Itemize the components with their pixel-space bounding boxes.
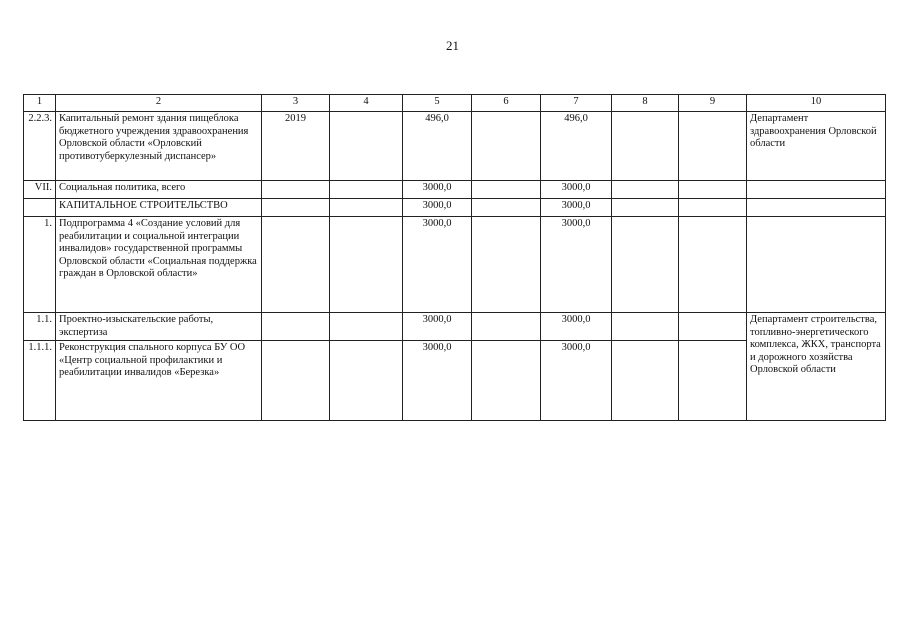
row-col7: 496,0 [541,112,612,181]
row-col8 [612,313,679,341]
row-year [262,217,330,313]
row-col8 [612,341,679,421]
header-cell: 7 [541,95,612,112]
row-year [262,181,330,199]
header-cell: 5 [403,95,472,112]
row-col4 [330,217,403,313]
table-row [24,181,886,199]
header-cell: 3 [262,95,330,112]
row-col5: 496,0 [403,112,472,181]
row-department: Департамент здравоохранения Орловской области [747,112,886,181]
header-cell: 8 [612,95,679,112]
row-year [262,199,330,217]
table-row [24,313,886,341]
row-year: 2019 [262,112,330,181]
row-name: Подпрограмма 4 «Создание условий для реабилитации и социальной интеграции инвалидов» государственной программы Орловской области «Социальная поддержка граждан в Орловской области» [56,217,262,313]
header-cell: 6 [472,95,541,112]
row-code: VII. [24,181,56,199]
row-col7: 3000,0 [541,341,612,421]
table-row [24,199,886,217]
row-col4 [330,199,403,217]
row-col8 [612,199,679,217]
row-col7: 3000,0 [541,199,612,217]
header-cell: 10 [747,95,886,112]
header-cell: 2 [56,95,262,112]
header-cell: 1 [24,95,56,112]
row-col6 [472,199,541,217]
row-col7: 3000,0 [541,217,612,313]
row-col5: 3000,0 [403,181,472,199]
row-name: Проектно-изыскательские работы, экспертиза [56,313,262,341]
row-department [747,181,886,199]
page-number: 21 [446,38,459,53]
row-col6 [472,217,541,313]
row-col5: 3000,0 [403,199,472,217]
row-col9 [679,112,747,181]
row-name: Социальная политика, всего [56,181,262,199]
row-col9 [679,341,747,421]
row-year [262,313,330,341]
row-col6 [472,112,541,181]
row-col7: 3000,0 [541,313,612,341]
row-col6 [472,341,541,421]
row-col8 [612,112,679,181]
row-code: 1.1. [24,313,56,341]
row-code [24,199,56,217]
table-row [24,217,886,313]
row-department-merged: Департамент строительства, топливно-энергетического комплекса, ЖКХ, транспорта и дорожного хозяйства Орловской области [747,313,886,421]
row-code: 1. [24,217,56,313]
row-col9 [679,199,747,217]
row-year [262,341,330,421]
row-name: Капитальный ремонт здания пищеблока бюджетного учреждения здравоохранения Орловской области «Орловский противотуберкулезный диспансер» [56,112,262,181]
row-col9 [679,217,747,313]
table-header-row [24,95,886,112]
row-code: 1.1.1. [24,341,56,421]
row-code: 2.2.3. [24,112,56,181]
row-name: КАПИТАЛЬНОЕ СТРОИТЕЛЬСТВО [56,199,262,217]
row-col6 [472,181,541,199]
table-row [24,112,886,181]
header-cell: 4 [330,95,403,112]
row-col4 [330,112,403,181]
row-col9 [679,181,747,199]
header-cell: 9 [679,95,747,112]
row-col8 [612,181,679,199]
row-col7: 3000,0 [541,181,612,199]
row-col4 [330,313,403,341]
row-col4 [330,341,403,421]
row-col5: 3000,0 [403,341,472,421]
row-col4 [330,181,403,199]
row-department [747,199,886,217]
row-col5: 3000,0 [403,313,472,341]
budget-table [23,94,886,421]
row-col6 [472,313,541,341]
row-name: Реконструкция спального корпуса БУ ОО «Центр социальной профилактики и реабилитации инвалидов «Березка» [56,341,262,421]
row-col8 [612,217,679,313]
row-col9 [679,313,747,341]
row-department [747,217,886,313]
row-col5: 3000,0 [403,217,472,313]
